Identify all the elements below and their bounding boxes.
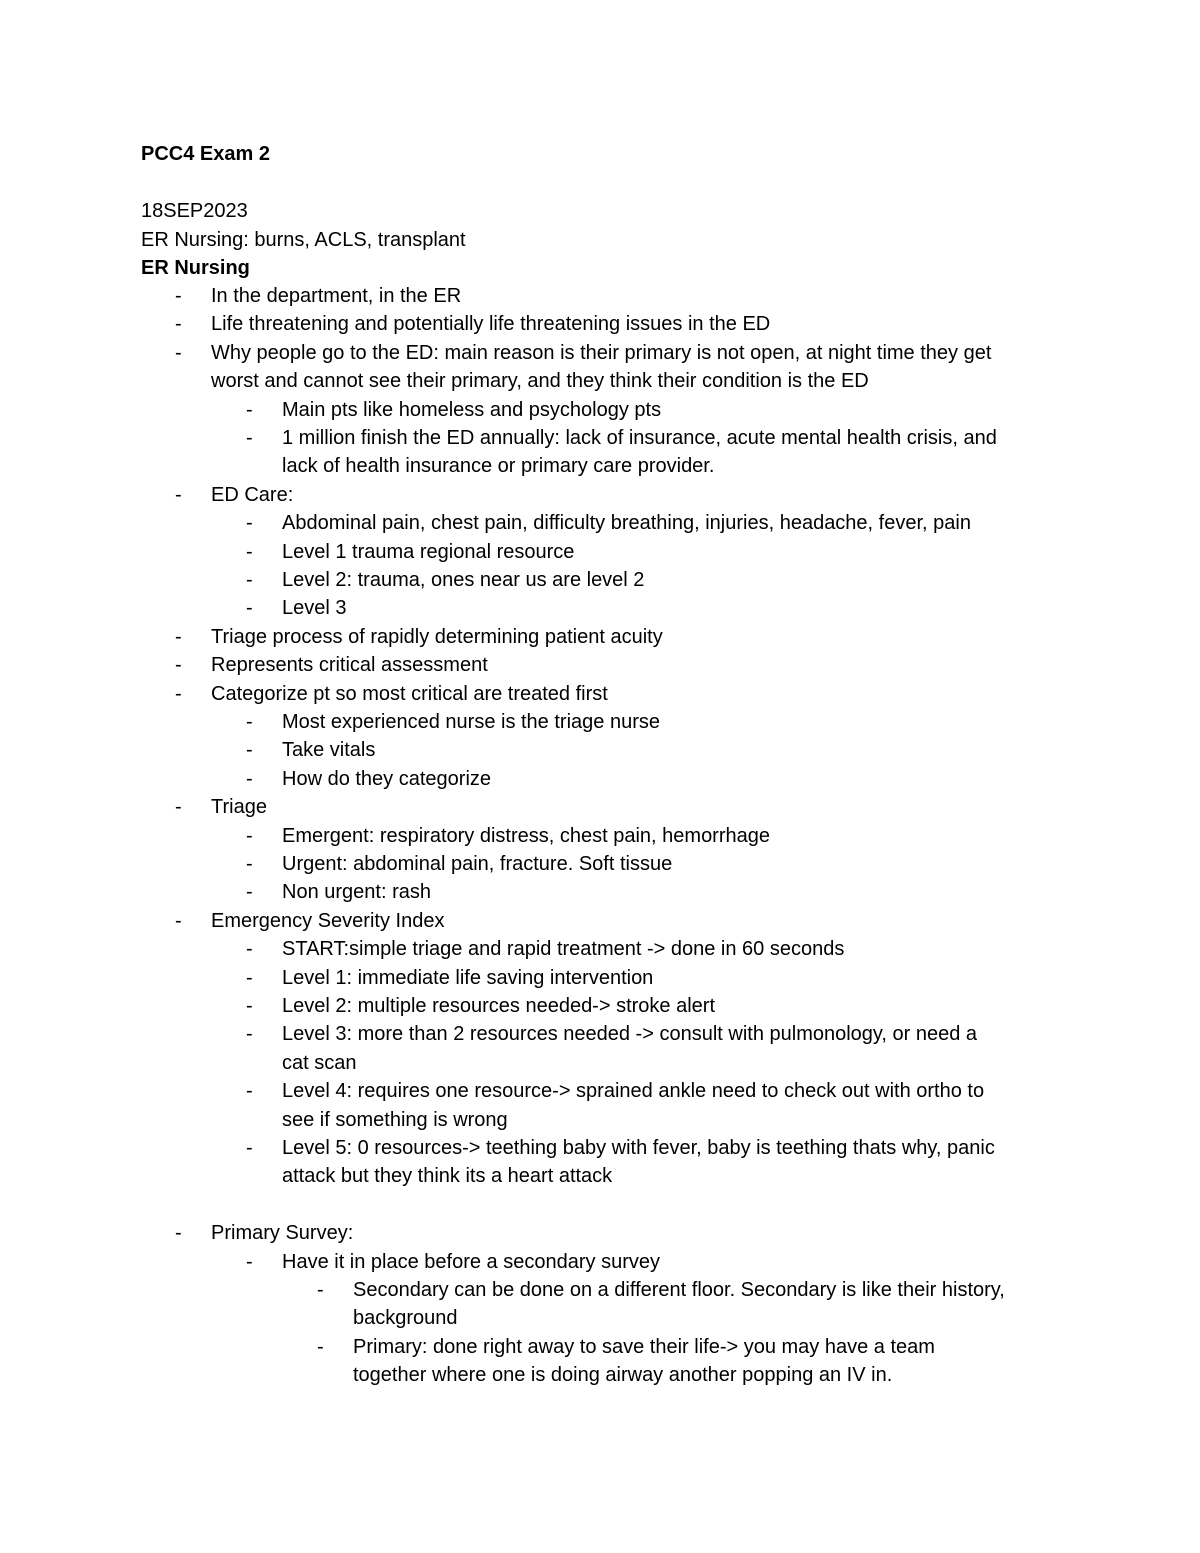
list-item-text: Most experienced nurse is the triage nurse — [282, 711, 660, 733]
list-item-text: Have it in place before a secondary survey — [282, 1250, 660, 1273]
bullet-dash: - — [246, 767, 253, 790]
bullet-dash: - — [246, 966, 253, 989]
list-item-text: Take vitals — [282, 739, 376, 762]
bullet-dash: - — [175, 682, 182, 705]
bullet-dash: - — [246, 1080, 253, 1103]
list-item-text: see if something is wrong — [282, 1108, 508, 1131]
bullet-dash: - — [175, 313, 182, 336]
bullet-dash: - — [317, 1335, 324, 1358]
bullet-dash: - — [246, 512, 253, 535]
list-item-text: START:simple triage and rapid treatment -> done in 60 seconds — [282, 938, 845, 961]
list-item-text: How do they categorize — [282, 767, 492, 790]
bullet-dash: - — [175, 483, 182, 506]
list-item-text: lack of health insurance or primary care provider. — [282, 455, 715, 478]
bullet-dash: - — [246, 1023, 253, 1046]
list-item-text: Level 2: multiple resources needed-> stroke alert — [282, 995, 716, 1017]
bullet-dash: - — [246, 569, 253, 591]
list-item-text: cat scan — [282, 1051, 357, 1074]
list-item-text: 1 million finish the ED annually: lack of insurance, acute mental health crisis, and — [282, 427, 997, 449]
bullet-dash: - — [246, 540, 253, 563]
bullet-dash: - — [246, 853, 253, 875]
bullet-dash: - — [246, 1137, 253, 1159]
bullet-dash: - — [246, 824, 253, 847]
section-heading: ER Nursing — [141, 257, 250, 279]
list-item-text: Level 1 trauma regional resource — [282, 540, 575, 563]
document-topics: ER Nursing: burns, ACLS, transplant — [141, 229, 466, 251]
list-item-text: Level 1: immediate life saving intervention — [282, 966, 654, 989]
bullet-dash: - — [246, 597, 253, 620]
list-item-text: Represents critical assessment — [211, 654, 488, 677]
list-item-text: Emergent: respiratory distress, chest pain, hemorrhage — [282, 824, 770, 847]
list-item-text: Level 3 — [282, 597, 347, 620]
list-item-text: Primary Survey: — [211, 1222, 354, 1245]
list-item-text: attack but they think its a heart attack — [282, 1165, 613, 1188]
bullet-dash: - — [175, 654, 182, 677]
list-item-text: Triage process of rapidly determining patient acuity — [211, 625, 663, 648]
list-item-text: Abdominal pain, chest pain, difficulty breathing, injuries, headache, fever, pain — [282, 512, 971, 535]
bullet-dash: - — [175, 796, 182, 819]
list-item-text: ED Care: — [211, 483, 294, 506]
list-item-text: In the department, in the ER — [211, 285, 462, 307]
list-item-text: Urgent: abdominal pain, fracture. Soft tissue — [282, 853, 673, 875]
bullet-dash: - — [246, 711, 253, 733]
list-item-text: background — [353, 1307, 458, 1330]
bullet-dash: - — [317, 1279, 324, 1301]
bullet-dash: - — [246, 938, 253, 961]
list-item-text: Level 3: more than 2 resources needed -> consult with pulmonology, or need a — [282, 1023, 978, 1046]
bullet-dash: - — [175, 625, 182, 648]
list-item-text: Level 4: requires one resource-> sprained ankle need to check out with ortho to — [282, 1080, 985, 1103]
list-item-text: Level 5: 0 resources-> teething baby with fever, baby is teething thats why, panic — [282, 1137, 995, 1159]
bullet-dash: - — [175, 1222, 182, 1245]
bullet-dash: - — [246, 739, 253, 762]
list-item-text: Main pts like homeless and psychology pts — [282, 398, 662, 421]
bullet-dash: - — [246, 398, 253, 421]
document-date: 18SEP2023 — [141, 200, 248, 222]
bullet-dash: - — [246, 881, 253, 904]
list-item-text: Why people go to the ED: main reason is their primary is not open, at night time they get — [211, 341, 992, 364]
list-item-text: Non urgent: rash — [282, 881, 431, 904]
list-item-text: together where one is doing airway another popping an IV in. — [353, 1364, 893, 1387]
bullet-dash: - — [246, 427, 253, 449]
bullet-dash: - — [175, 909, 182, 932]
list-item-text: Life threatening and potentially life threatening issues in the ED — [211, 313, 771, 336]
bullet-dash: - — [246, 1250, 253, 1273]
list-item-text: worst and cannot see their primary, and they think their condition is the ED — [211, 370, 869, 393]
bullet-dash: - — [175, 285, 182, 307]
list-item-text: Secondary can be done on a different floor. Secondary is like their history, — [353, 1279, 1005, 1301]
list-item-text: Level 2: trauma, ones near us are level 2 — [282, 569, 645, 591]
document-title: PCC4 Exam 2 — [141, 143, 270, 165]
list-item-text: Categorize pt so most critical are treated first — [211, 682, 608, 705]
list-item-text: Triage — [211, 796, 267, 819]
list-item-text: Emergency Severity Index — [211, 909, 445, 932]
bullet-dash: - — [246, 995, 253, 1017]
bullet-dash: - — [175, 341, 182, 364]
list-item-text: Primary: done right away to save their life-> you may have a team — [353, 1335, 935, 1358]
